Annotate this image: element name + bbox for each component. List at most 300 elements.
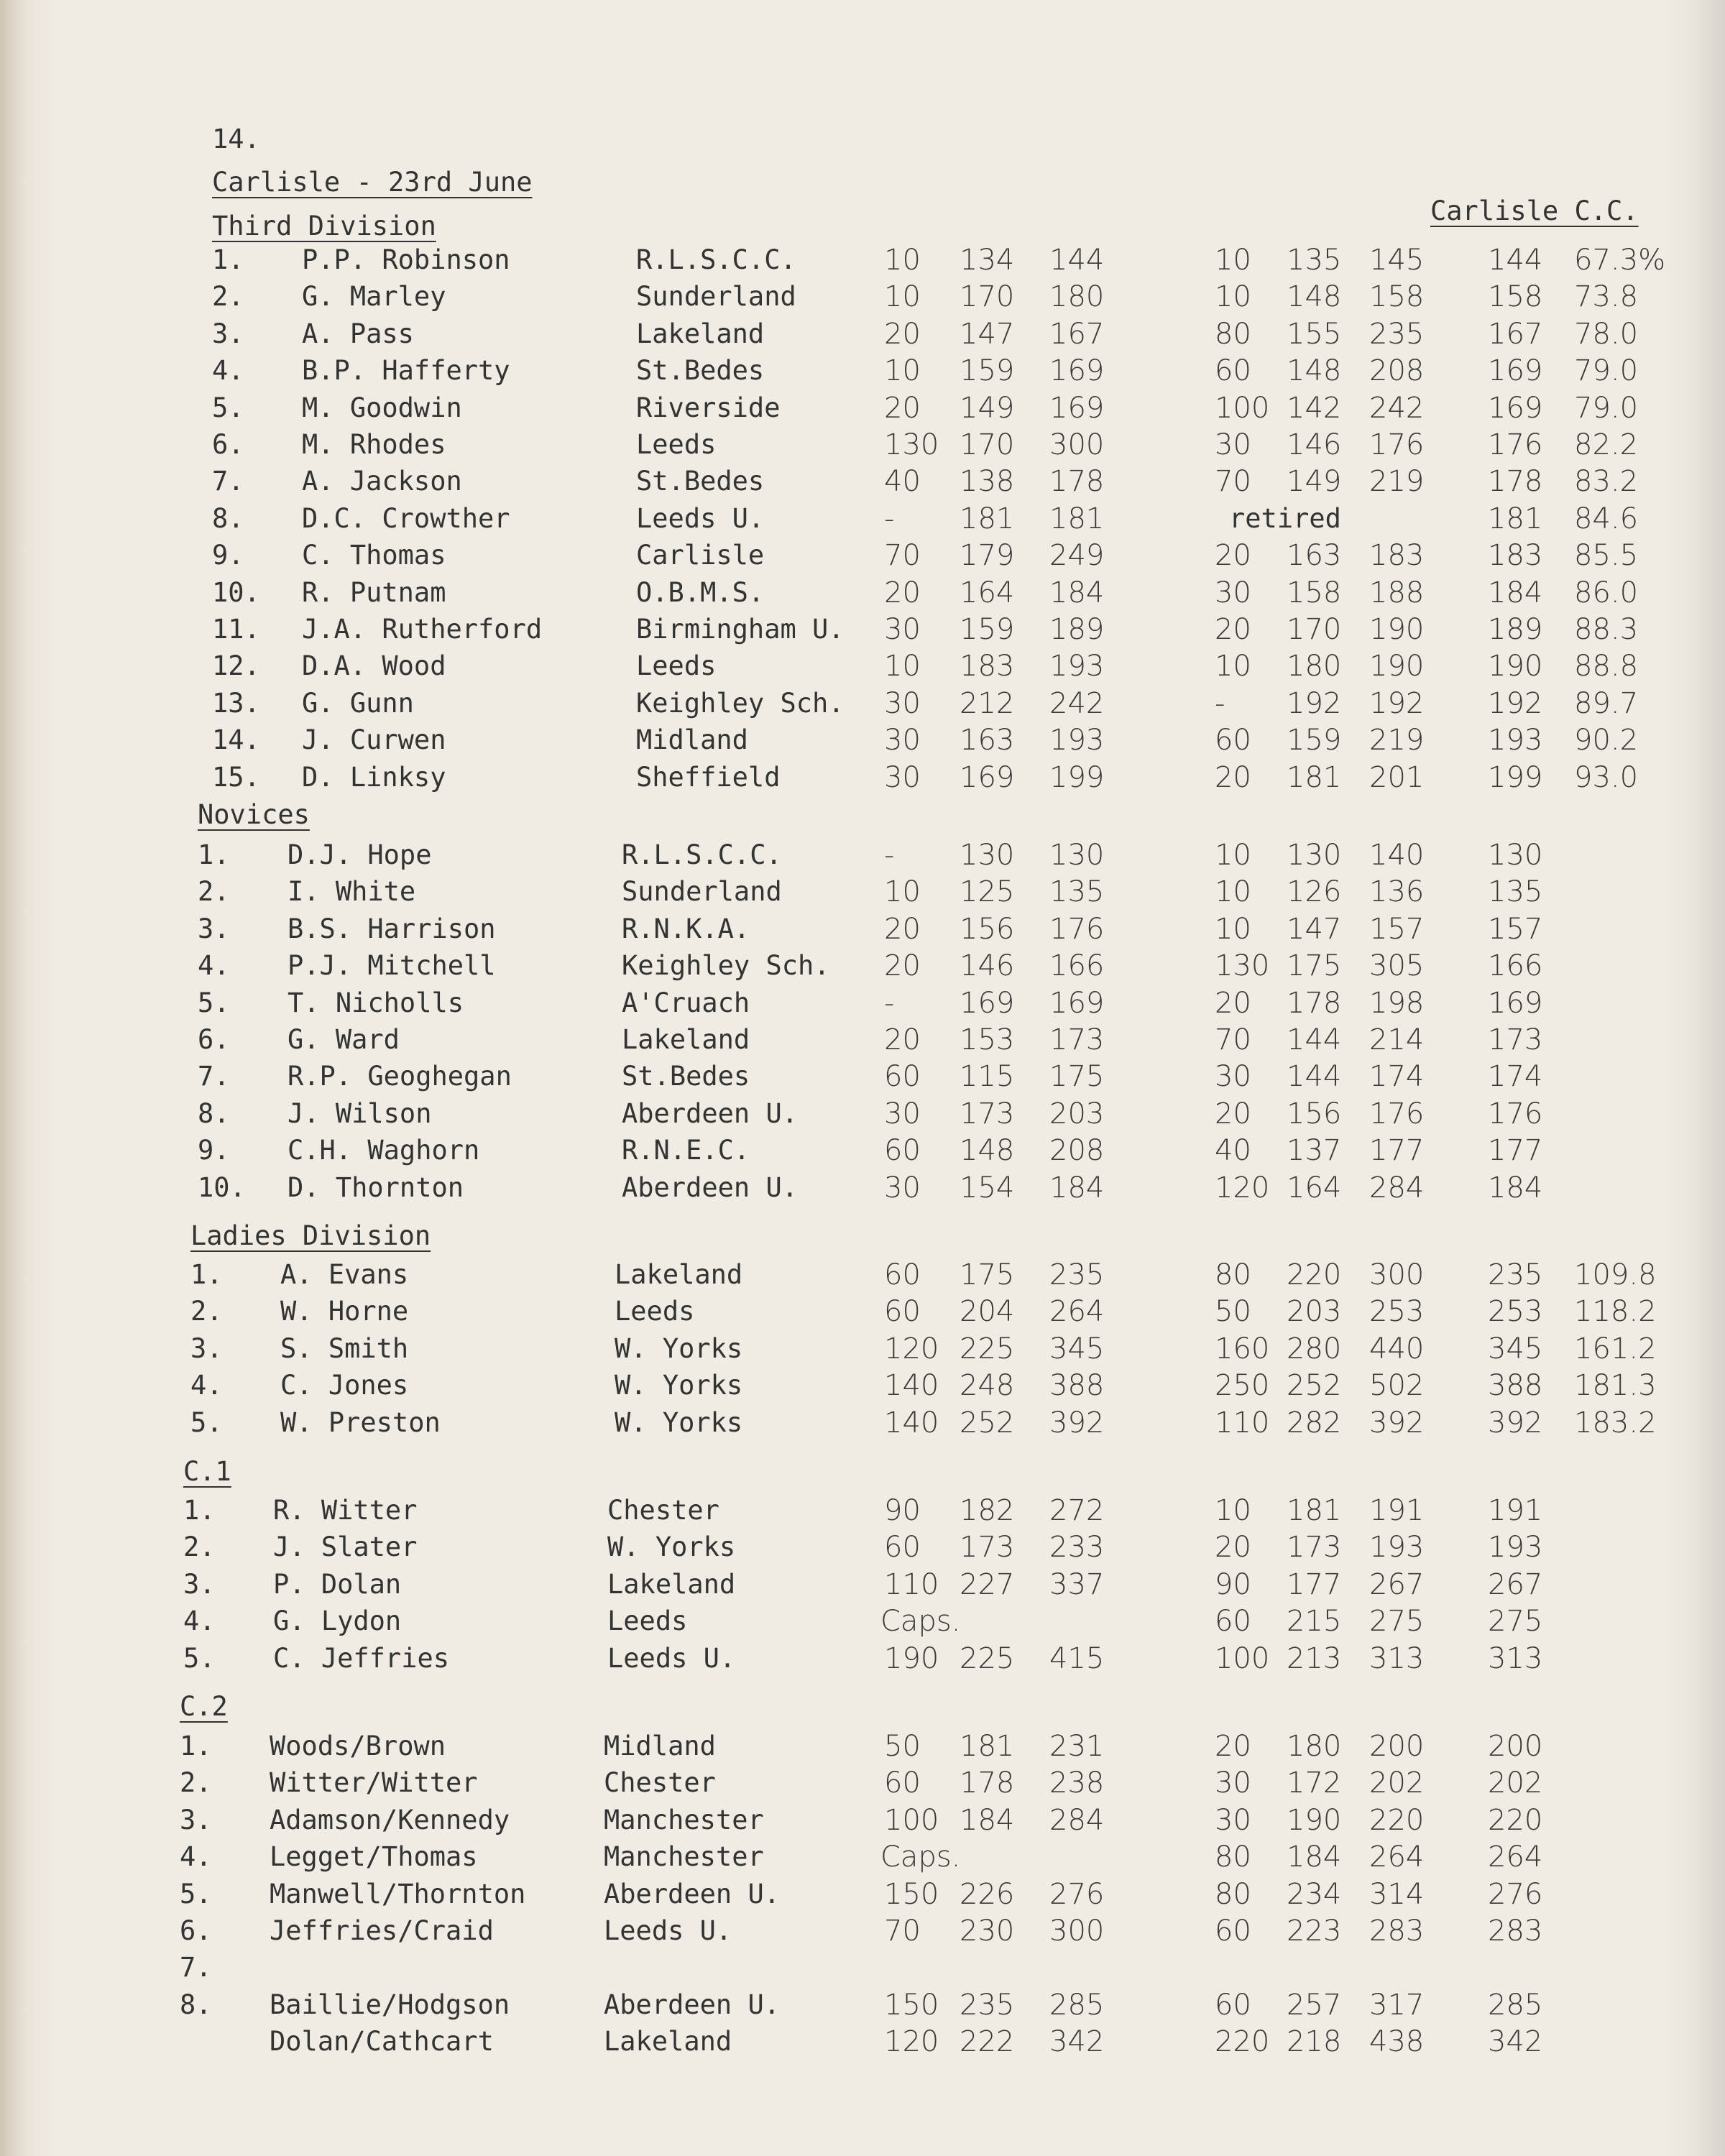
run2-penalty: 20	[1215, 1531, 1251, 1564]
position-number: 2.	[198, 876, 230, 907]
run1-penalty: 20	[884, 949, 921, 982]
run2-time: 282	[1287, 1406, 1342, 1439]
percentage: 67.3%	[1574, 244, 1666, 277]
section-heading: C.1	[183, 1456, 231, 1487]
run1-time: 204	[960, 1295, 1015, 1328]
run1-total: 178	[1049, 465, 1105, 498]
club-name: W. Yorks	[615, 1370, 743, 1401]
competitor-name: C. Jeffries	[273, 1643, 450, 1674]
position-number: 3.	[180, 1805, 212, 1835]
best-score: 220	[1488, 1804, 1543, 1837]
position-number: 3.	[198, 913, 230, 944]
run2-penalty: 30	[1215, 576, 1251, 609]
competitor-name: W. Preston	[280, 1407, 441, 1438]
run2-time: 148	[1287, 280, 1342, 313]
club-name: Riverside	[636, 392, 781, 423]
run2-time: 181	[1287, 761, 1342, 794]
competitor-name: S. Smith	[280, 1333, 409, 1364]
run2-time: 252	[1287, 1369, 1342, 1402]
run2-time: 234	[1287, 1878, 1342, 1911]
best-score: 267	[1488, 1568, 1543, 1601]
run1-total: 169	[1049, 392, 1105, 425]
position-number: 4.	[212, 355, 244, 386]
percentage: 88.3	[1574, 613, 1639, 646]
run2-time: 159	[1287, 724, 1342, 757]
run1-penalty: 120	[884, 1332, 939, 1365]
club-name: O.B.M.S.	[636, 577, 765, 608]
run1-time: 230	[960, 1915, 1015, 1948]
run1-total: 199	[1049, 761, 1105, 794]
club-name: Lakeland	[604, 2026, 732, 2057]
run2-time: 149	[1287, 465, 1342, 498]
run2-total: 300	[1369, 1258, 1425, 1291]
run2-time: 215	[1287, 1605, 1342, 1638]
percentage: 118.2	[1574, 1295, 1657, 1328]
best-score: 202	[1488, 1766, 1543, 1800]
best-score: 178	[1488, 465, 1543, 498]
position-number: 8.	[212, 503, 244, 534]
run1-penalty: 130	[884, 428, 939, 461]
run1-penalty: 30	[884, 761, 921, 794]
run1-penalty: 70	[884, 539, 921, 572]
position-number: 4.	[198, 950, 230, 981]
run2-penalty: 70	[1215, 1023, 1251, 1056]
run1-time: 164	[960, 576, 1015, 609]
run2-time: 190	[1287, 1804, 1342, 1837]
run1-time: 170	[960, 280, 1015, 313]
run1-penalty: 60	[884, 1531, 921, 1564]
best-score: 253	[1488, 1295, 1543, 1328]
run2-penalty: 90	[1215, 1568, 1251, 1601]
run1-time: 222	[960, 2025, 1015, 2058]
run2-total: 202	[1369, 1766, 1425, 1800]
position-number: 1.	[180, 1731, 212, 1761]
percentage: 109.8	[1574, 1258, 1657, 1291]
run1-time: 146	[960, 949, 1015, 982]
competitor-name: M. Goodwin	[302, 392, 462, 423]
run1-penalty: 10	[884, 280, 921, 313]
best-score: 183	[1488, 539, 1543, 572]
best-score: 276	[1488, 1878, 1543, 1911]
run1-time: 170	[960, 428, 1015, 461]
best-score: 192	[1488, 687, 1543, 720]
position-number: 6.	[212, 429, 244, 460]
best-score: 285	[1488, 1989, 1543, 2022]
position-number: 14.	[212, 724, 260, 755]
competitor-name: Legget/Thomas	[270, 1841, 478, 1872]
position-number: 4.	[183, 1606, 216, 1636]
run2-total: 177	[1369, 1134, 1425, 1167]
run1-total: 242	[1049, 687, 1105, 720]
competitor-name: D.J. Hope	[288, 839, 432, 870]
run1-penalty: 60	[884, 1258, 921, 1291]
run2-penalty: 100	[1215, 1642, 1270, 1675]
competitor-name: Baillie/Hodgson	[270, 1989, 510, 2020]
club-name: Sheffield	[636, 762, 781, 793]
run1-penalty: 20	[884, 576, 921, 609]
run1-time: 148	[960, 1134, 1015, 1167]
run2-penalty: 130	[1215, 949, 1270, 982]
run1-time: 159	[960, 613, 1015, 646]
position-number: 4.	[190, 1370, 223, 1401]
run2-total: 283	[1369, 1915, 1425, 1948]
competitor-name: W. Horne	[280, 1296, 409, 1327]
run2-penalty: 160	[1215, 1332, 1270, 1365]
run1-total: 169	[1049, 354, 1105, 387]
run1-total: 193	[1049, 724, 1105, 757]
percentage: 88.8	[1574, 650, 1639, 683]
run1-penalty: 30	[884, 613, 921, 646]
run1-time: 159	[960, 354, 1015, 387]
run2-penalty: 110	[1215, 1406, 1270, 1439]
club-name: St.Bedes	[622, 1061, 750, 1092]
run1-time: 134	[960, 244, 1015, 277]
run1-time: 115	[960, 1060, 1015, 1093]
run2-time: 203	[1287, 1295, 1342, 1328]
best-score: 388	[1488, 1369, 1543, 1402]
position-number: 6.	[180, 1915, 212, 1946]
position-number: 1.	[183, 1495, 216, 1526]
club-name: Leeds	[636, 650, 717, 681]
best-score: 174	[1488, 1060, 1543, 1093]
run1-time: 156	[960, 913, 1015, 946]
competitor-name: C.H. Waghorn	[288, 1135, 480, 1166]
club-name: Leeds	[615, 1296, 695, 1327]
competitor-name: G. Marley	[302, 281, 446, 312]
best-score: 275	[1488, 1605, 1543, 1638]
run2-total: 193	[1369, 1531, 1425, 1564]
run1-time: 212	[960, 687, 1015, 720]
best-score: 184	[1488, 1171, 1543, 1204]
best-score: 200	[1488, 1730, 1543, 1763]
club-name: Aberdeen U.	[604, 1989, 781, 2020]
run2-time: 144	[1287, 1060, 1342, 1093]
run2-penalty: 80	[1215, 1841, 1251, 1874]
competitor-name: Jeffries/Craid	[270, 1915, 494, 1946]
run1-total: 300	[1049, 428, 1105, 461]
run1-time: 252	[960, 1406, 1015, 1439]
run2-time: 170	[1287, 613, 1342, 646]
run1-penalty: 110	[884, 1568, 939, 1601]
run2-time: 223	[1287, 1915, 1342, 1948]
position-number: 7.	[198, 1061, 230, 1092]
run1-penalty: -	[884, 502, 895, 535]
run1-time: 226	[960, 1878, 1015, 1911]
best-score: 135	[1488, 875, 1543, 908]
run1-total: 208	[1049, 1134, 1105, 1167]
position-number: 5.	[190, 1407, 223, 1438]
run2-total: 191	[1369, 1494, 1425, 1527]
run2-time: 257	[1287, 1989, 1342, 2022]
section-heading: C.2	[180, 1691, 228, 1722]
competitor-name: G. Gunn	[302, 688, 414, 719]
run2-penalty: 20	[1215, 987, 1251, 1020]
run1-time: Caps.	[880, 1841, 961, 1874]
run2-total: 284	[1369, 1171, 1425, 1204]
page-right-edge	[1660, 0, 1725, 2156]
run1-penalty: 60	[884, 1766, 921, 1800]
run2-total: 174	[1369, 1060, 1425, 1093]
run2-total: 176	[1369, 1097, 1425, 1130]
run1-total: 235	[1049, 1258, 1105, 1291]
club-name: Lakeland	[607, 1569, 736, 1600]
run1-time: 173	[960, 1531, 1015, 1564]
run2-total: 314	[1369, 1878, 1425, 1911]
run1-time: 169	[960, 987, 1015, 1020]
run2-time: 155	[1287, 318, 1342, 351]
position-number: 3.	[183, 1569, 216, 1600]
run1-penalty: 140	[884, 1369, 939, 1402]
run1-total: 167	[1049, 318, 1105, 351]
club-name: Leeds U.	[636, 503, 765, 534]
run2-time: 180	[1287, 1730, 1342, 1763]
run1-penalty: 90	[884, 1494, 921, 1527]
club-name: Lakeland	[622, 1024, 750, 1055]
run2-penalty: 30	[1215, 1060, 1251, 1093]
best-score: 169	[1488, 354, 1543, 387]
position-number: 9.	[212, 540, 244, 571]
page-binding-edge	[0, 0, 58, 2156]
best-score: 167	[1488, 318, 1543, 351]
run2-penalty: 20	[1215, 761, 1251, 794]
best-score: 130	[1488, 839, 1543, 872]
run2-penalty: 10	[1215, 280, 1251, 313]
run2-total: 158	[1369, 280, 1425, 313]
run2-time: 163	[1287, 539, 1342, 572]
competitor-name: P.P. Robinson	[302, 244, 510, 275]
run2-penalty: 80	[1215, 1258, 1251, 1291]
competitor-name: J. Wilson	[288, 1098, 432, 1129]
run1-time: 173	[960, 1097, 1015, 1130]
run2-time: 158	[1287, 576, 1342, 609]
run2-time: 220	[1287, 1258, 1342, 1291]
best-score: 342	[1488, 2025, 1543, 2058]
percentage: 86.0	[1574, 576, 1639, 609]
run2-time: 130	[1287, 839, 1342, 872]
club-name: Carlisle	[636, 540, 765, 571]
club-name: Leeds U.	[604, 1915, 732, 1946]
club-name: Leeds	[607, 1606, 688, 1636]
run1-total: 166	[1049, 949, 1105, 982]
run2-penalty: 10	[1215, 875, 1251, 908]
run2-time: 144	[1287, 1023, 1342, 1056]
best-score: 176	[1488, 428, 1543, 461]
club-name: Manchester	[604, 1841, 764, 1872]
run1-penalty: 50	[884, 1730, 921, 1763]
run1-penalty: 10	[884, 354, 921, 387]
position-number: 12.	[212, 650, 260, 681]
run2-total: 392	[1369, 1406, 1425, 1439]
run1-penalty: 190	[884, 1642, 939, 1675]
run1-total: 180	[1049, 280, 1105, 313]
run2-total: 317	[1369, 1989, 1425, 2022]
run2-penalty: 50	[1215, 1295, 1251, 1328]
run1-penalty: 150	[884, 1989, 939, 2022]
run2-time: 177	[1287, 1568, 1342, 1601]
club-name: Birmingham U.	[636, 614, 845, 645]
best-score: 345	[1488, 1332, 1543, 1365]
run2-time: 164	[1287, 1171, 1342, 1204]
run2-time: 173	[1287, 1531, 1342, 1564]
run2-total: 157	[1369, 913, 1425, 946]
run2-penalty: 10	[1215, 244, 1251, 277]
run1-total: 169	[1049, 987, 1105, 1020]
best-score: 190	[1488, 650, 1543, 683]
run1-total: 144	[1049, 244, 1105, 277]
section-heading: Ladies Division	[190, 1220, 431, 1251]
run2-penalty: 80	[1215, 1878, 1251, 1911]
club-name: Sunderland	[622, 876, 782, 907]
competitor-name: J.A. Rutherford	[302, 614, 543, 645]
run2-total: 275	[1369, 1605, 1425, 1638]
best-score: 193	[1488, 1531, 1543, 1564]
competitor-name: P.J. Mitchell	[288, 950, 496, 981]
run1-penalty: 10	[884, 650, 921, 683]
competitor-name: Manwell/Thornton	[270, 1879, 526, 1909]
best-score: 177	[1488, 1134, 1543, 1167]
club-name: Aberdeen U.	[622, 1098, 799, 1129]
run1-time: 147	[960, 318, 1015, 351]
run1-penalty: -	[884, 987, 895, 1020]
club-name: Leeds U.	[607, 1643, 736, 1674]
competitor-name: Adamson/Kennedy	[270, 1805, 510, 1835]
percentage: 183.2	[1574, 1406, 1657, 1439]
club-name: Lakeland	[615, 1259, 743, 1290]
section-heading: Novices	[198, 799, 310, 830]
run1-time: 181	[960, 502, 1015, 535]
percentage: 85.5	[1574, 539, 1639, 572]
position-number: 8.	[180, 1989, 212, 2020]
best-score: 169	[1488, 987, 1543, 1020]
best-score: 144	[1488, 244, 1543, 277]
run1-penalty: 150	[884, 1878, 939, 1911]
percentage: 73.8	[1574, 280, 1639, 313]
run2-time: 184	[1287, 1841, 1342, 1874]
run2-penalty: 20	[1215, 1730, 1251, 1763]
run1-total: 285	[1049, 1989, 1105, 2022]
club-name: R.L.S.C.C.	[636, 244, 796, 275]
run2-time: 178	[1287, 987, 1342, 1020]
club-name: R.N.K.A.	[622, 913, 750, 944]
best-score: 392	[1488, 1406, 1543, 1439]
competitor-name: C. Jones	[280, 1370, 409, 1401]
position-number: 5.	[183, 1643, 216, 1674]
run2-penalty: 10	[1215, 913, 1251, 946]
run2-time: 126	[1287, 875, 1342, 908]
run1-time: 248	[960, 1369, 1015, 1402]
position-number: 3.	[212, 318, 244, 349]
position-number: 1.	[198, 839, 230, 870]
position-number: 10.	[198, 1172, 246, 1203]
position-number: 5.	[198, 987, 230, 1018]
best-score: 264	[1488, 1841, 1543, 1874]
run2-penalty: 20	[1215, 613, 1251, 646]
position-number: 2.	[212, 281, 244, 312]
run1-time: 183	[960, 650, 1015, 683]
run2-total: 208	[1369, 354, 1425, 387]
run2-time: 280	[1287, 1332, 1342, 1365]
position-number: 1.	[212, 244, 244, 275]
run2-penalty: -	[1215, 687, 1225, 720]
run1-total: 264	[1049, 1295, 1105, 1328]
club-header: Carlisle C.C.	[1430, 195, 1639, 226]
run1-total: 181	[1049, 502, 1105, 535]
competitor-name: Dolan/Cathcart	[270, 2026, 494, 2057]
run2-penalty: 10	[1215, 650, 1251, 683]
run2-time: 218	[1287, 2025, 1342, 2058]
run2-penalty: 20	[1215, 539, 1251, 572]
position-number: 9.	[198, 1135, 230, 1166]
position-number: 11.	[212, 614, 260, 645]
run1-total: 193	[1049, 650, 1105, 683]
run1-total: 176	[1049, 913, 1105, 946]
club-name: St.Bedes	[636, 466, 765, 497]
run2-time: 180	[1287, 650, 1342, 683]
run2-total: 264	[1369, 1841, 1425, 1874]
percentage: 161.2	[1574, 1332, 1657, 1365]
run1-penalty: 40	[884, 465, 921, 498]
position-number: 7.	[212, 466, 244, 497]
position-number: 5.	[180, 1879, 212, 1909]
competitor-name: J. Slater	[273, 1531, 418, 1562]
run2-total: 305	[1369, 949, 1425, 982]
competitor-name: G. Lydon	[273, 1606, 402, 1636]
run1-time: 169	[960, 761, 1015, 794]
position-number: 15.	[212, 762, 260, 793]
run2-penalty: 60	[1215, 1989, 1251, 2022]
run1-total: 415	[1049, 1642, 1105, 1675]
run2-time: 156	[1287, 1097, 1342, 1130]
run2-total: 200	[1369, 1730, 1425, 1763]
run1-time: 235	[960, 1989, 1015, 2022]
run1-total: 388	[1049, 1369, 1105, 1402]
competitor-name: C. Thomas	[302, 540, 446, 571]
best-score: 199	[1488, 761, 1543, 794]
run2-time: 181	[1287, 1494, 1342, 1527]
competitor-name: J. Curwen	[302, 724, 446, 755]
best-score: 313	[1488, 1642, 1543, 1675]
run2-time: 192	[1287, 687, 1342, 720]
competitor-name: A. Jackson	[302, 466, 462, 497]
club-name: Chester	[604, 1767, 716, 1798]
run2-total: 438	[1369, 2025, 1425, 2058]
run2-penalty: 250	[1215, 1369, 1270, 1402]
page-number: 14.	[212, 124, 260, 155]
run1-time: 175	[960, 1258, 1015, 1291]
run1-total: 184	[1049, 576, 1105, 609]
competitor-name: I. White	[288, 876, 416, 907]
run1-time: 138	[960, 465, 1015, 498]
position-number: 1.	[190, 1259, 223, 1290]
run1-total: 276	[1049, 1878, 1105, 1911]
run1-total: 337	[1049, 1568, 1105, 1601]
run1-time: 182	[960, 1494, 1015, 1527]
run1-time: 178	[960, 1766, 1015, 1800]
run1-time: 153	[960, 1023, 1015, 1056]
club-name: R.L.S.C.C.	[622, 839, 782, 870]
run2-total: 235	[1369, 318, 1425, 351]
run2-total: 190	[1369, 650, 1425, 683]
run2-penalty: 70	[1215, 465, 1251, 498]
run2-penalty: 120	[1215, 1171, 1270, 1204]
run2-total: 145	[1369, 244, 1425, 277]
run1-total: 135	[1049, 875, 1105, 908]
competitor-name: R.P. Geoghegan	[288, 1061, 512, 1092]
competitor-name: R. Putnam	[302, 577, 446, 608]
run1-time: 181	[960, 1730, 1015, 1763]
club-name: W. Yorks	[615, 1333, 743, 1364]
percentage: 90.2	[1574, 724, 1639, 757]
